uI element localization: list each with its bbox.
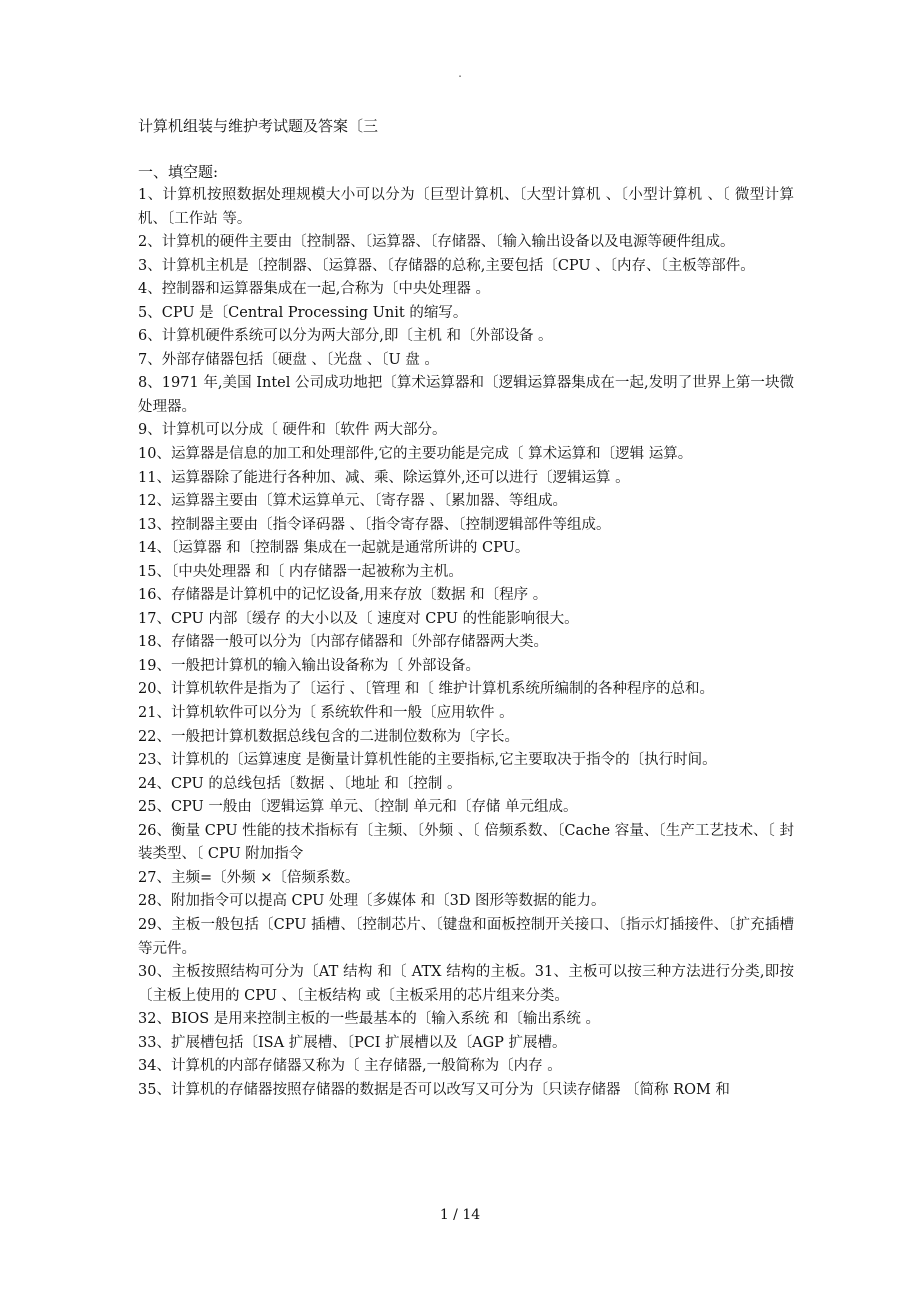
- question-item: 26、衡量 CPU 性能的技术指标有〔主频、〔外频 、〔 倍频系数、〔Cache 容量、〔生产工艺技术、〔 封装类型、〔 CPU 附加指令: [138, 822, 794, 863]
- question-item: 1、计算机按照数据处理规模大小可以分为〔巨型计算机、〔大型计算机 、〔小型计算机 、〔 微型计算机、〔工作站 等。: [138, 187, 794, 227]
- page-number: 1 / 14: [439, 1207, 481, 1223]
- question-item: 30、主板按照结构可分为〔AT 结构 和〔 ATX 结构的主板。31、主板可以按三种方法进行分类,即按〔主板上使用的 CPU 、〔主板结构 或〔主板采用的芯片组来分类。: [138, 964, 794, 1004]
- question-item: 6、计算机硬件系统可以分为两大部分,即〔主机 和〔外部设备 。: [138, 328, 553, 345]
- question-item: 25、CPU 一般由〔逻辑运算 单元、〔控制 单元和〔存储 单元组成。: [138, 799, 578, 816]
- question-item: 5、CPU 是〔Central Processing Unit 的缩写。: [138, 304, 468, 321]
- document-title: 计算机组装与维护考试题及答案〔三: [138, 117, 379, 135]
- document-body: [138, 113, 794, 1102]
- question-item: 19、一般把计算机的输入输出设备称为〔 外部设备。: [138, 657, 481, 674]
- question-item: 35、计算机的存储器按照存储器的数据是否可以改写又可分为〔只读存储器 〔简称 ROM 和: [138, 1081, 730, 1098]
- question-item: 32、BIOS 是用来控制主板的一些最基本的〔输入系统 和〔输出系统 。: [138, 1011, 600, 1028]
- question-item: 12、运算器主要由〔算术运算单元、〔寄存器 、〔累加器、等组成。: [138, 493, 568, 510]
- question-item: 33、扩展槽包括〔ISA 扩展槽、〔PCI 扩展槽以及〔AGP 扩展槽。: [138, 1034, 567, 1051]
- question-item: 29、主板一般包括〔CPU 插槽、〔控制芯片、〔键盘和面板控制开关接口、〔指示灯插接件、〔扩充插槽等元件。: [138, 916, 794, 957]
- question-item: 34、计算机的内部存储器又称为〔 主存储器,一般简称为〔内存 。: [138, 1058, 562, 1075]
- section-heading: 一、填空题:: [138, 163, 219, 181]
- question-item: 10、运算器是信息的加工和处理部件,它的主要功能是完成〔 算术运算和〔逻辑 运算。: [138, 446, 693, 463]
- question-item: 24、CPU 的总线包括〔数据 、〔地址 和〔控制 。: [138, 775, 462, 792]
- question-item: 14、〔运算器 和〔控制器 集成在一起就是通常所讲的 CPU。: [138, 540, 530, 557]
- question-item: 27、主频=〔外频 ×〔倍频系数。: [138, 869, 360, 886]
- question-item: 20、计算机软件是指为了〔运行 、〔管理 和〔 维护计算机系统所编制的各种程序的总和。: [138, 681, 715, 698]
- question-item: 2、计算机的硬件主要由〔控制器、〔运算器、〔存储器、〔输入输出设备以及电源等硬件组成。: [138, 234, 735, 251]
- question-item: 16、存储器是计算机中的记忆设备,用来存放〔数据 和〔程序 。: [138, 587, 548, 604]
- question-item: 4、控制器和运算器集成在一起,合称为〔中央处理器 。: [138, 281, 490, 298]
- question-item: 23、计算机的〔运算速度 是衡量计算机性能的主要指标,它主要取决于指令的〔执行时间。: [138, 752, 717, 769]
- question-item: 18、存储器一般可以分为〔内部存储器和〔外部存储器两大类。: [138, 634, 548, 651]
- question-item: 15、〔中央处理器 和〔 内存储器一起被称为主机。: [138, 563, 463, 580]
- header-mark: .: [458, 66, 462, 80]
- question-item: 21、计算机软件可以分为〔 系统软件和一般〔应用软件 。: [138, 705, 514, 722]
- question-item: 8、1971 年,美国 Intel 公司成功地把〔算术运算器和〔逻辑运算器集成在一起,发明了世界上第一块微处理器。: [138, 375, 794, 415]
- question-list: [138, 184, 794, 1102]
- question-item: 9、计算机可以分成〔 硬件和〔软件 两大部分。: [138, 422, 447, 439]
- question-item: 28、附加指令可以提高 CPU 处理〔多媒体 和〔3D 图形等数据的能力。: [138, 893, 606, 910]
- question-item: 7、外部存储器包括〔硬盘 、〔光盘 、〔U 盘 。: [138, 351, 439, 368]
- question-item: 13、控制器主要由〔指令译码器 、〔指令寄存器、〔控制逻辑部件等组成。: [138, 516, 611, 533]
- question-item: 22、一般把计算机数据总线包含的二进制位数称为〔字长。: [138, 728, 519, 745]
- question-item: 11、运算器除了能进行各种加、减、乘、除运算外,还可以进行〔逻辑运算 。: [138, 469, 630, 486]
- question-item: 17、CPU 内部〔缓存 的大小以及〔 速度对 CPU 的性能影响很大。: [138, 610, 579, 627]
- question-item: 3、计算机主机是〔控制器、〔运算器、〔存储器的总称,主要包括〔CPU 、〔内存、〔主板等部件。: [138, 257, 755, 274]
